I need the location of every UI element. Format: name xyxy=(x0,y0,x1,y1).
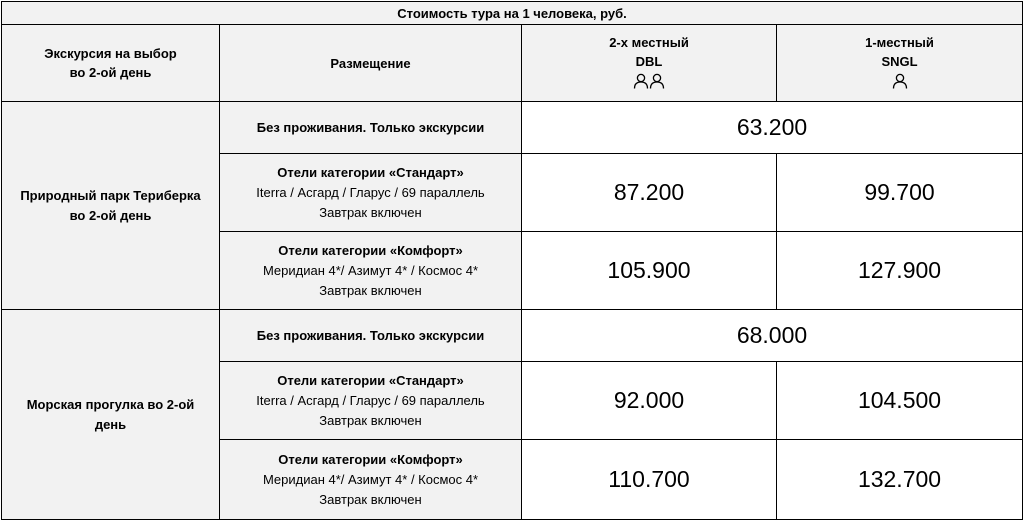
header-excursion-line2: во 2-ой день xyxy=(69,65,152,80)
price-sngl xyxy=(777,440,1023,520)
price-value: 99.700 xyxy=(864,179,935,205)
price-value: 63.200 xyxy=(736,114,808,140)
placement-breakfast: Завтрак включен xyxy=(319,204,422,220)
table-title xyxy=(2,2,1023,25)
price-value: 92.000 xyxy=(613,387,685,413)
header-excursion-line1: Экскурсия на выбор xyxy=(44,46,177,61)
price-dbl xyxy=(522,232,777,310)
price-value: 110.700 xyxy=(608,466,690,492)
placement-hotels: Меридиан 4*/ Азимут 4* / Космос 4* xyxy=(262,262,479,278)
header-placement-text: Размещение xyxy=(330,55,411,71)
price-sngl xyxy=(777,154,1023,232)
price-value: 87.200 xyxy=(613,179,685,205)
price-dbl xyxy=(522,440,777,520)
placement-breakfast: Завтрак включен xyxy=(319,412,422,428)
excursion-line1: Природный парк Териберка xyxy=(20,187,201,203)
placement-title: Отели категории «Стандарт» xyxy=(277,164,464,180)
price-sngl xyxy=(777,362,1023,440)
excursion-line1: Морская прогулка во 2-ой xyxy=(26,396,195,412)
placement-hotels: Iterra / Асгард / Гларус / 69 параллель xyxy=(256,184,485,200)
price-value: 105.900 xyxy=(607,257,691,283)
placement-title: Без проживания. Только экскурсии xyxy=(256,327,485,343)
price-value: 104.500 xyxy=(857,387,942,413)
table-row xyxy=(2,310,1023,362)
placement-title: Отели категории «Комфорт» xyxy=(278,242,463,258)
excursion-sea-trip xyxy=(2,310,220,520)
header-sngl xyxy=(777,25,1023,102)
price-shared xyxy=(522,310,1023,362)
placement-comfort xyxy=(220,440,522,520)
placement-no-stay xyxy=(220,102,522,154)
table-row xyxy=(2,102,1023,154)
placement-title: Отели категории «Комфорт» xyxy=(278,451,463,467)
price-table xyxy=(1,1,1023,520)
price-sngl xyxy=(777,232,1023,310)
header-excursion xyxy=(2,25,220,102)
price-dbl xyxy=(522,154,777,232)
excursion-line2: день xyxy=(94,416,127,432)
header-sngl-line1: 1-местный xyxy=(865,34,934,50)
header-dbl xyxy=(522,25,777,102)
placement-no-stay xyxy=(220,310,522,362)
placement-breakfast: Завтрак включен xyxy=(319,282,422,298)
header-sngl-line2: SNGL xyxy=(881,53,918,69)
placement-title: Без проживания. Только экскурсии xyxy=(256,119,485,135)
price-value: 132.700 xyxy=(857,466,942,492)
price-shared xyxy=(522,102,1023,154)
placement-standard xyxy=(220,154,522,232)
placement-hotels: Меридиан 4*/ Азимут 4* / Космос 4* xyxy=(262,471,479,487)
header-dbl-line1: 2-х местный xyxy=(609,34,689,50)
header-dbl-line2: DBL xyxy=(635,53,663,69)
placement-hotels: Iterra / Асгард / Гларус / 69 параллель xyxy=(256,392,485,408)
excursion-line2: во 2-ой день xyxy=(69,207,152,223)
price-value: 68.000 xyxy=(736,322,808,348)
price-dbl xyxy=(522,362,777,440)
two-persons-icon xyxy=(633,73,665,89)
placement-standard xyxy=(220,362,522,440)
price-value: 127.900 xyxy=(857,257,942,283)
table-title-text: Стоимость тура на 1 человека, руб. xyxy=(397,5,627,21)
header-placement xyxy=(220,25,522,102)
person-icon xyxy=(892,73,908,89)
placement-breakfast: Завтрак включен xyxy=(319,491,422,507)
excursion-teriberka xyxy=(2,102,220,310)
placement-comfort xyxy=(220,232,522,310)
placement-title: Отели категории «Стандарт» xyxy=(277,372,464,388)
